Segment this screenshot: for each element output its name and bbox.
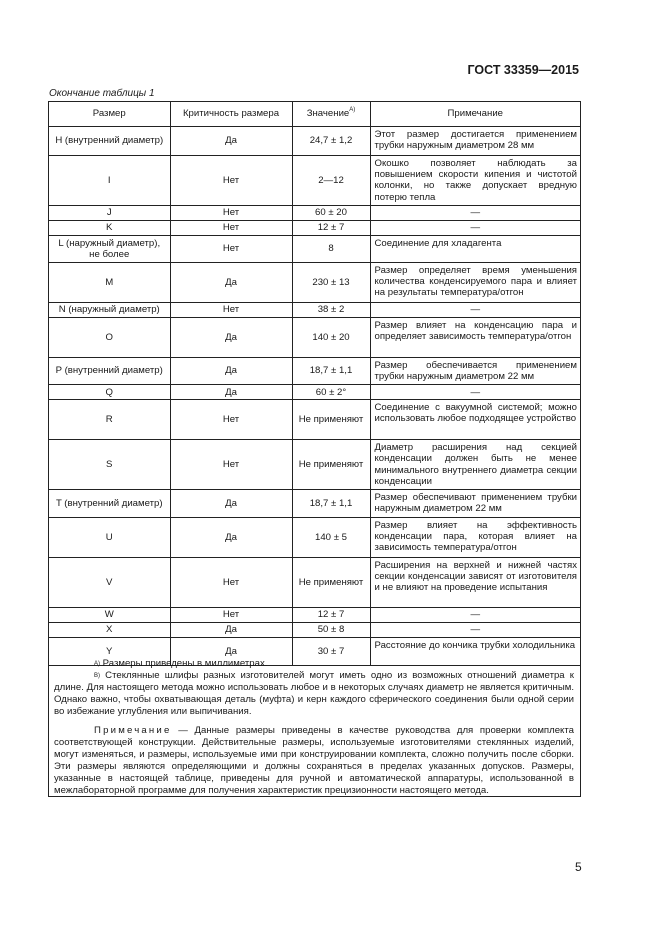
cell-size: M: [49, 262, 170, 302]
table-caption: Окончание таблицы 1: [49, 88, 155, 99]
cell-value: Не применяют: [292, 400, 370, 440]
cell-criticality: Нет: [170, 557, 292, 607]
cell-size: Y: [49, 637, 170, 665]
cell-criticality: Да: [170, 317, 292, 357]
footnote-b: [54, 670, 574, 718]
cell-note: —: [370, 302, 580, 317]
cell-criticality: Да: [170, 622, 292, 637]
table-row: [49, 400, 580, 440]
table-row: [49, 127, 580, 156]
table-row: [49, 156, 580, 206]
note-label: Примечание: [94, 725, 172, 736]
cell-criticality: Да: [170, 490, 292, 517]
cell-value: 140 ± 5: [292, 517, 370, 557]
cell-size-line1: L (наружный диаметр),: [58, 237, 161, 249]
table-row: [49, 262, 580, 302]
cell-criticality: Нет: [170, 156, 292, 206]
cell-criticality: Да: [170, 385, 292, 400]
cell-value: 2—12: [292, 156, 370, 206]
cell-note: Размер обеспечивают применением трубки наружным диаметром 22 мм: [370, 490, 580, 517]
cell-criticality: Да: [170, 357, 292, 384]
cell-criticality: Нет: [170, 440, 292, 490]
cell-value: 12 ± 7: [292, 607, 370, 622]
cell-size: W: [49, 607, 170, 622]
cell-criticality: Да: [170, 262, 292, 302]
table-row: [49, 235, 580, 262]
cell-criticality: Да: [170, 637, 292, 665]
cell-criticality: Нет: [170, 235, 292, 262]
table-note: [54, 725, 574, 797]
cell-note: Соединение для хладагента: [370, 235, 580, 262]
cell-value: 230 ± 13: [292, 262, 370, 302]
cell-size: O: [49, 317, 170, 357]
value-header-label: Значение: [306, 108, 350, 120]
cell-value: Не применяют: [292, 440, 370, 490]
cell-note: Окошко позволяет наблюдать за повышением скорости кипения и чистотой колонки, но также допускает вредную потерю тепла: [370, 156, 580, 206]
cell-note: —: [370, 607, 580, 622]
table-row: [49, 622, 580, 637]
table-row: [49, 205, 580, 220]
cell-size: I: [49, 156, 170, 206]
footnote-b-text: Стеклянные шлифы разных изготовителей могут иметь одно из возможных отношений диаметра к длине. Для настоящего метода можно использовать любое и в некоторых случаях диаметр не является критичным. Однако важно, чтобы охватывающая деталь (муфта) и керн каждого сферического соединения были одной серии во избежание углубления или выпичивания.: [54, 670, 574, 717]
cell-size: [49, 235, 170, 262]
cell-note: Расстояние до кончика трубки холодильника: [370, 637, 580, 665]
cell-criticality: Нет: [170, 220, 292, 235]
cell-size: U: [49, 517, 170, 557]
header-row: [49, 102, 580, 127]
cell-size: N (наружный диаметр): [49, 302, 170, 317]
col-header-size: Размер: [49, 102, 170, 127]
col-header-note: Примечание: [370, 102, 580, 127]
table-row: [49, 607, 580, 622]
table-row: [49, 357, 580, 384]
cell-value: 60 ± 2°: [292, 385, 370, 400]
table-row: [49, 557, 580, 607]
cell-criticality: Нет: [170, 607, 292, 622]
footnote-b-indent: [54, 670, 94, 681]
cell-value: 140 ± 20: [292, 317, 370, 357]
col-header-criticality: Критичность размера: [170, 102, 292, 127]
table-row: [49, 440, 580, 490]
col-header-value: [292, 102, 370, 127]
cell-size: V: [49, 557, 170, 607]
cell-value: 50 ± 8: [292, 622, 370, 637]
cell-size: Q: [49, 385, 170, 400]
cell-criticality: Нет: [170, 302, 292, 317]
cell-note: Размер обеспечивается применением трубки наружным диаметром 22 мм: [370, 357, 580, 384]
cell-size: K: [49, 220, 170, 235]
cell-note: Размер определяет время уменьшения количества конденсируемого пара и влияет на результаты температура/отгон: [370, 262, 580, 302]
cell-criticality: Нет: [170, 400, 292, 440]
cell-criticality: Нет: [170, 205, 292, 220]
cell-note: —: [370, 385, 580, 400]
cell-note: Этот размер достигается применением трубки наружным диаметром 28 мм: [370, 127, 580, 156]
cell-criticality: Да: [170, 517, 292, 557]
footnote-b-mark: B): [94, 673, 100, 679]
cell-note: —: [370, 622, 580, 637]
cell-size: X: [49, 622, 170, 637]
table-footnotes: [49, 658, 580, 797]
footnote-a-mark: A): [94, 661, 100, 667]
dimensions-table: [49, 102, 580, 666]
cell-value: 38 ± 2: [292, 302, 370, 317]
table-row: [49, 302, 580, 317]
cell-note: Диаметр расширения над секцией конденсации должен быть не менее минимального внутреннего диаметра секции конденсации: [370, 440, 580, 490]
cell-value: 60 ± 20: [292, 205, 370, 220]
cell-value: 8: [292, 235, 370, 262]
table-row: [49, 490, 580, 517]
cell-size: S: [49, 440, 170, 490]
cell-note: Расширения на верхней и нижней частях секции конденсации зависят от изготовителя и не влияют на проведение испытания: [370, 557, 580, 607]
footnote-a-text: Размеры приведены в миллиметрах.: [102, 658, 268, 669]
cell-size: T (внутренний диаметр): [49, 490, 170, 517]
footnote-a-ref: A): [349, 107, 356, 114]
cell-note: Размер влияет на конденсацию пара и определяет зависимость температура/отгон: [370, 317, 580, 357]
cell-size: P (внутренний диаметр): [49, 357, 170, 384]
standard-number: ГОСТ 33359—2015: [467, 63, 579, 77]
cell-value: 24,7 ± 1,2: [292, 127, 370, 156]
table-row: [49, 317, 580, 357]
cell-criticality: Да: [170, 127, 292, 156]
cell-value: 30 ± 7: [292, 637, 370, 665]
page-number: 5: [575, 860, 582, 874]
footnote-a: [54, 658, 574, 670]
table-row: [49, 220, 580, 235]
cell-note: Соединение с вакуумной системой; можно использовать любое подходящее устройство: [370, 400, 580, 440]
table-frame: [48, 101, 581, 797]
cell-size-line2: не более: [89, 248, 130, 260]
cell-value: 18,7 ± 1,1: [292, 357, 370, 384]
cell-value: Не применяют: [292, 557, 370, 607]
note-text: — Данные размеры приведены в качестве руководства для проверки комплекта соответствующей конструкции. Действительные размеры, используемые изготовителями стеклянных изделий, могут изменяться, и размеры, используемые ими при конструировании комплекта, сложно получить после сборки. Эти размеры являются определяющими и должны сохраняться в пределах указанных допусков. Размеры, указанные в настоящей таблице, приведены для ручной и автоматической аппаратуры, использованной в межлабораторной программе для получения характеристик прецизионности настоящего метода.: [54, 725, 574, 796]
cell-size: R: [49, 400, 170, 440]
cell-value: 18,7 ± 1,1: [292, 490, 370, 517]
table-row: [49, 517, 580, 557]
cell-size: H (внутренний диаметр): [49, 127, 170, 156]
table-row: [49, 385, 580, 400]
cell-note: —: [370, 205, 580, 220]
cell-size: J: [49, 205, 170, 220]
cell-value: 12 ± 7: [292, 220, 370, 235]
cell-note: —: [370, 220, 580, 235]
cell-note: Размер влияет на эффективность конденсации пара, которая влияет на зависимость температура/отгон: [370, 517, 580, 557]
